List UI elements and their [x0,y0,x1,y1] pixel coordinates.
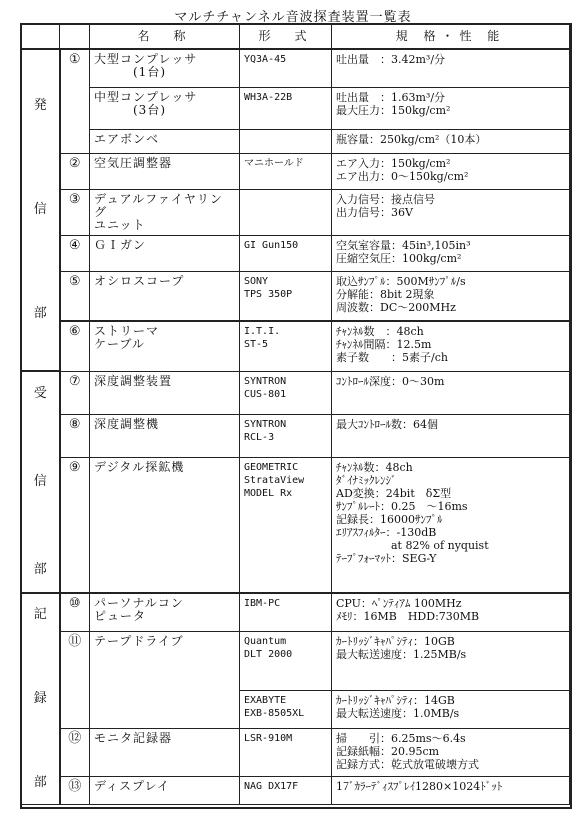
header-section [22,25,60,50]
equipment-spec: ﾁｬﾝﾈﾙ数 ：48ch ﾁｬﾝﾈﾙ間隔：12.5m 素子数 ：5素子/ch [332,321,570,371]
equipment-spec: エア入力：150kg/cm² エア出力：0～150kg/cm² [332,153,570,189]
equipment-name: デュアルファイヤリング ユニット [90,189,240,235]
equipment-name: テープドライブ [90,631,240,729]
table-row [22,371,570,414]
equipment-model: NAG DX17F [240,777,332,805]
equipment-model: GEOMETRIC StrataView MODEL Rx [240,457,332,593]
equipment-model: SYNTRON CUS-801 [240,371,332,414]
header-row [22,25,570,50]
equipment-model: GI Gun150 [240,235,332,271]
equipment-model: LSR-910M [240,729,332,777]
row-number: ⑬ [60,777,90,805]
equipment-model [240,189,332,235]
row-number: ⑧ [60,414,90,457]
page-title: マルチチャンネル音波探査装置一覧表 [174,10,412,25]
equipment-spec: 17ﾞｶﾗｰﾃﾞｨｽﾌﾟﾚｲ1280×1024ﾄﾞｯﾄ [332,777,570,805]
equipment-spec: ｺﾝﾄﾛｰﾙ深度：0～30m [332,371,570,414]
header-model: 形 式 [240,25,332,50]
equipment-name: ディスプレイ [90,777,240,805]
table-row [22,593,570,631]
section-jushin: 受 信 部 [22,371,60,593]
table-row [22,87,570,129]
row-number: ⑤ [60,271,90,321]
row-number: ② [60,153,90,189]
row-number: ⑩ [60,593,90,631]
section-hasshin: 発 信 部 [22,49,60,371]
header-name: 名 称 [90,25,240,50]
equipment-model: マニホールド [240,153,332,189]
equipment-name: デジタル探鉱機 [90,457,240,593]
row-number: ③ [60,189,90,235]
equipment-name: パーソナルコン ピュータ [90,593,240,631]
equipment-model [240,129,332,153]
equipment-spec: ｶｰﾄﾘｯｼﾞｷｬﾊﾟｼﾃｨ：10GB 最大転送速度：1.25MB/s [332,631,570,691]
equipment-spec: 吐出量 ：1.63m³/分 最大圧力：150kg/cm² [332,87,570,129]
table-row [22,49,570,87]
header-no [60,25,90,50]
table-row [22,631,570,691]
equipment-spec: CPU：ﾍﾟﾝﾃｨｱﾑ 100MHz ﾒﾓﾘ：16MB HDD:730MB [332,593,570,631]
equipment-spec: 入力信号：接点信号 出力信号：36V [332,189,570,235]
equipment-spec: 空気室容量：45in³,105in³ 圧縮空気圧：100kg/cm² [332,235,570,271]
equipment-model: SYNTRON RCL-3 [240,414,332,457]
equipment-name: ＧＩガン [90,235,240,271]
header-spec: 規 格・性 能 [332,25,570,50]
equipment-name: 空気圧調整器 [90,153,240,189]
table-row [22,729,570,777]
equipment-name: 大型コンプレッサ (1台) [90,49,240,87]
equipment-spec: 最大ｺﾝﾄﾛｰﾙ数：64個 [332,414,570,457]
row-number: ④ [60,235,90,271]
equipment-spec: 掃 引：6.25ms～6.4s 記録紙幅：20.95cm 記録方式：乾式放電破壊方式 [332,729,570,777]
equipment-model: I.T.I. ST-5 [240,321,332,371]
table-row [22,235,570,271]
equipment-name: エアボンベ [90,129,240,153]
table-row [22,153,570,189]
row-number: ⑫ [60,729,90,777]
row-number: ⑨ [60,457,90,593]
row-number: ⑥ [60,321,90,371]
equipment-name: モニタ記録器 [90,729,240,777]
equipment-model: EXABYTE EXB-8505XL [240,691,332,729]
equipment-name: 深度調整装置 [90,371,240,414]
equipment-model: Quantum DLT 2000 [240,631,332,691]
table-row [22,271,570,321]
table-row [22,189,570,235]
equipment-spec: 瓶容量：250kg/cm²（10本） [332,129,570,153]
table-row [22,321,570,371]
equipment-name: 深度調整機 [90,414,240,457]
row-number: ① [60,49,90,153]
equipment-name: オシロスコープ [90,271,240,321]
equipment-table [21,24,570,805]
equipment-spec: ﾁｬﾝﾈﾙ数：48ch ﾀﾞｲﾅﾐｯｸﾚﾝｼﾞ AD変換：24bit δΣ型 ｻﾝﾌﾟﾙﾚｰﾄ：0.25 ～16ms 記録長：16000ｻﾝﾌﾟﾙ ｴﾘｱｽﾌｨﾙﾀｰ：-130dB at 82% of nyquist ﾃｰﾌﾟﾌｫｰﾏｯﾄ：SEG-Y [332,457,570,593]
equipment-model: WH3A-22B [240,87,332,129]
section-kiroku: 記 録 部 [22,593,60,805]
equipment-spec: 吐出量 ：3.42m³/分 [332,49,570,87]
table-row [22,457,570,593]
equipment-model: SONY TPS 350P [240,271,332,321]
equipment-model: IBM-PC [240,593,332,631]
row-number: ⑪ [60,631,90,729]
table-row [22,129,570,153]
equipment-name: ストリーマ ケーブル [90,321,240,371]
equipment-name: 中型コンプレッサ (3台) [90,87,240,129]
equipment-model: YQ3A-45 [240,49,332,87]
equipment-spec: ｶｰﾄﾘｯｼﾞｷｬﾊﾟｼﾃｨ：14GB 最大転送速度：1.0MB/s [332,691,570,729]
equipment-spec: 取込ｻﾝﾌﾟﾙ：500Mｻﾝﾌﾟﾙ/s 分解能：8bit 2現象 周波数：DC～200MHz [332,271,570,321]
row-number: ⑦ [60,371,90,414]
table-row [22,414,570,457]
table-row [22,777,570,805]
